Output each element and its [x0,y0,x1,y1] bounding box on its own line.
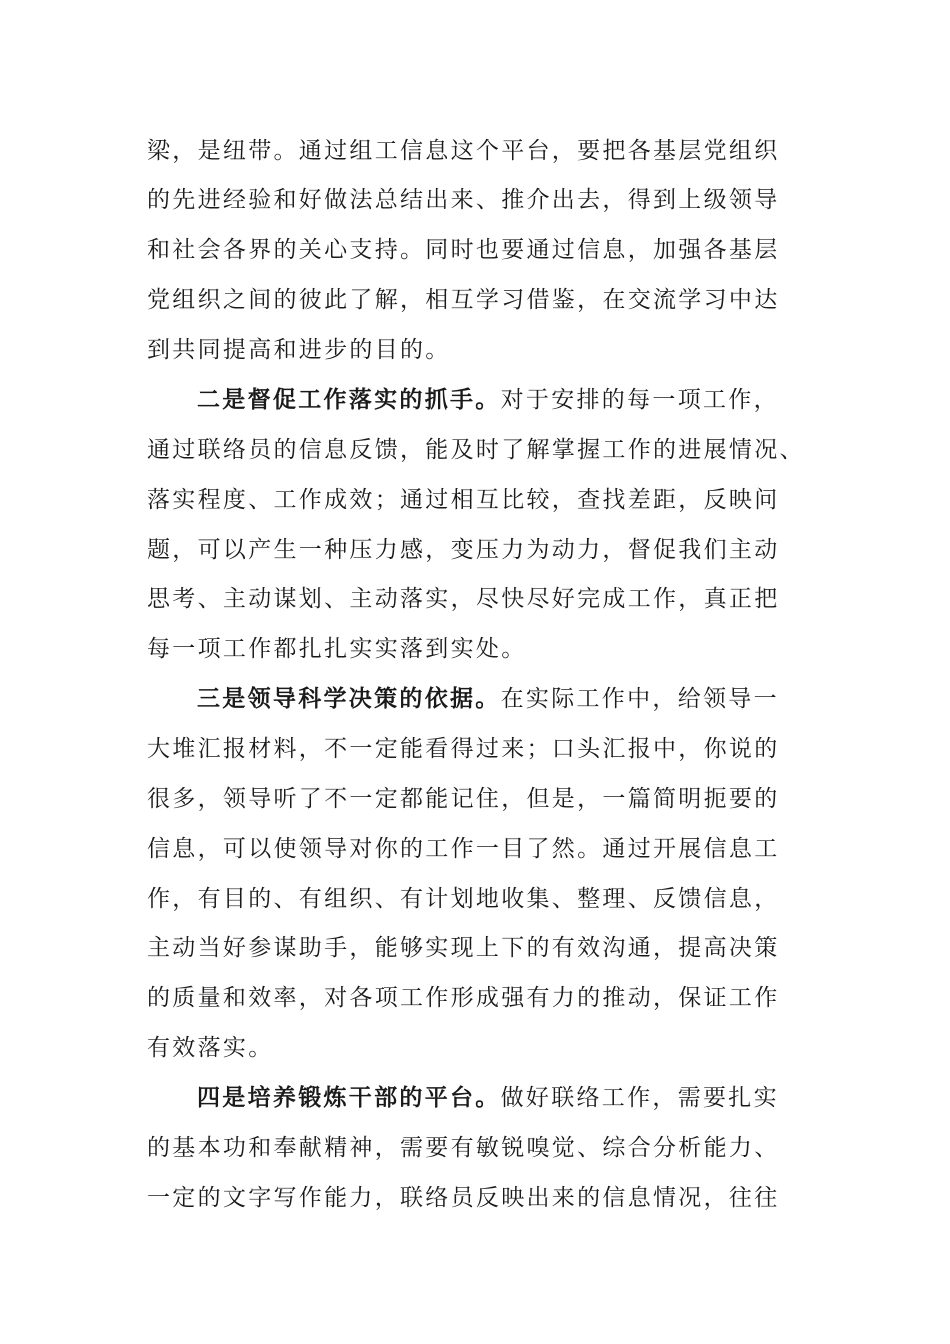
paragraph-line: 有效落实。 [147,1035,274,1061]
paragraph-line: 和社会各界的关心支持。同时也要通过信息，加强各基层 [147,237,780,263]
paragraph-line: 作，有目的、有组织、有计划地收集、整理、反馈信息， [147,886,780,912]
paragraph-line: 思考、主动谋划、主动落实，尽快尽好完成工作，真正把 [147,586,780,612]
paragraph-line: 到共同提高和进步的目的。 [147,337,451,363]
paragraph-line: 通过联络员的信息反馈，能及时了解掌握工作的进展情况、 [147,437,805,463]
section-heading: 二是督促工作落实的抓手。 [197,386,501,413]
section-heading: 四是培养锻炼干部的平台。 [197,1084,501,1111]
paragraph-line: 的先进经验和好做法总结出来、推介出去，得到上级领导 [147,187,780,213]
section-heading-line: 三是领导科学决策的依据。在实际工作中，给领导一 [197,685,779,712]
section-heading-line: 四是培养锻炼干部的平台。做好联络工作，需要扎实 [197,1084,779,1111]
section-heading: 三是领导科学决策的依据。 [197,685,501,712]
section-heading-line: 二是督促工作落实的抓手。对于安排的每一项工作， [197,386,779,413]
paragraph-line: 梁，是纽带。通过组工信息这个平台，要把各基层党组织 [147,138,780,164]
paragraph-line: 党组织之间的彼此了解，相互学习借鉴，在交流学习中达 [147,287,780,313]
paragraph-line: 主动当好参谋助手，能够实现上下的有效沟通，提高决策 [147,935,780,961]
paragraph-line: 落实程度、工作成效；通过相互比较，查找差距，反映问 [147,487,780,513]
paragraph-line: 题，可以产生一种压力感，变压力为动力，督促我们主动 [147,537,780,563]
paragraph-line: 一定的文字写作能力，联络员反映出来的信息情况，往往 [147,1185,780,1211]
paragraph-line: 很多，领导听了不一定都能记住，但是，一篇简明扼要的 [147,786,780,812]
paragraph-line: 信息，可以使领导对你的工作一目了然。通过开展信息工 [147,836,780,862]
paragraph-line: 大堆汇报材料，不一定能看得过来；口头汇报中，你说的 [147,736,780,762]
paragraph-line: 的基本功和奉献精神，需要有敏锐嗅觉、综合分析能力、 [147,1135,780,1161]
paragraph-line: 的质量和效率，对各项工作形成强有力的推动，保证工作 [147,985,780,1011]
paragraph-line: 每一项工作都扎扎实实落到实处。 [147,636,527,662]
